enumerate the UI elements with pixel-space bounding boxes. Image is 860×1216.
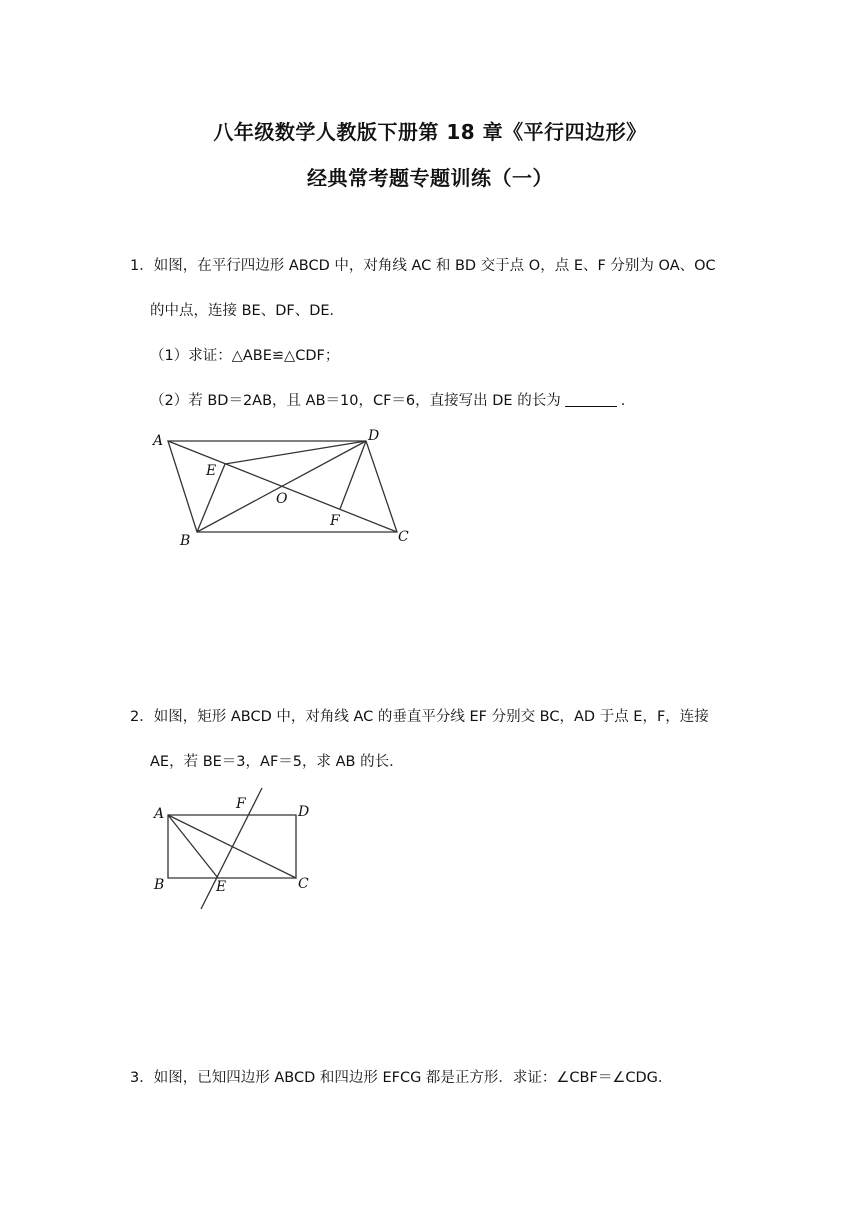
label-c: C [398, 529, 409, 545]
problem-2-figure [150, 785, 320, 915]
label-f: F [236, 796, 246, 812]
bisector-ef [201, 788, 262, 909]
problem-1-part-2-end: ． [620, 393, 636, 409]
problem-1-part-2-text: （2）若 BD＝2AB，且 AB＝10，CF＝6，直接写出 DE 的长为 [150, 393, 561, 409]
problem-1-part-2 [150, 389, 635, 410]
label-e: E [216, 879, 227, 895]
label-f: F [330, 513, 340, 529]
problem-1-statement-cont: 的中点，连接 BE、DF、DE． [150, 303, 345, 319]
label-d: D [298, 804, 310, 820]
problem-2-statement-cont: AE，若 BE＝3，AF＝5，求 AB 的长． [150, 754, 404, 770]
segment-df [340, 441, 366, 509]
label-o: O [276, 491, 288, 507]
answer-blank [565, 392, 617, 407]
problem-1-figure [150, 425, 430, 555]
label-a: A [153, 433, 164, 449]
label-d: D [368, 428, 380, 444]
label-e: E [206, 463, 217, 479]
problem-3-statement: 3．如图，已知四边形 ABCD 和四边形 EFCG 都是正方形．求证：∠CBF＝∠CDG． [130, 1070, 673, 1086]
segment-ae [168, 815, 218, 878]
document-title: 八年级数学人教版下册第 18 章《平行四边形》 [213, 120, 647, 144]
problem-1-statement: 1．如图，在平行四边形 ABCD 中，对角线 AC 和 BD 交于点 O，点 E、F 分别为 OA、OC [130, 258, 716, 274]
label-c: C [298, 876, 309, 892]
label-b: B [180, 533, 191, 549]
label-a: A [154, 806, 165, 822]
problem-1-part-1: （1）求证：△ABE≌△CDF； [150, 348, 340, 364]
document-subtitle: 经典常考题专题训练（一） [307, 166, 553, 190]
problem-2-statement: 2．如图，矩形 ABCD 中，对角线 AC 的垂直平分线 EF 分别交 BC，AD 于点 E，F，连接 [130, 709, 709, 725]
label-b: B [154, 877, 165, 893]
